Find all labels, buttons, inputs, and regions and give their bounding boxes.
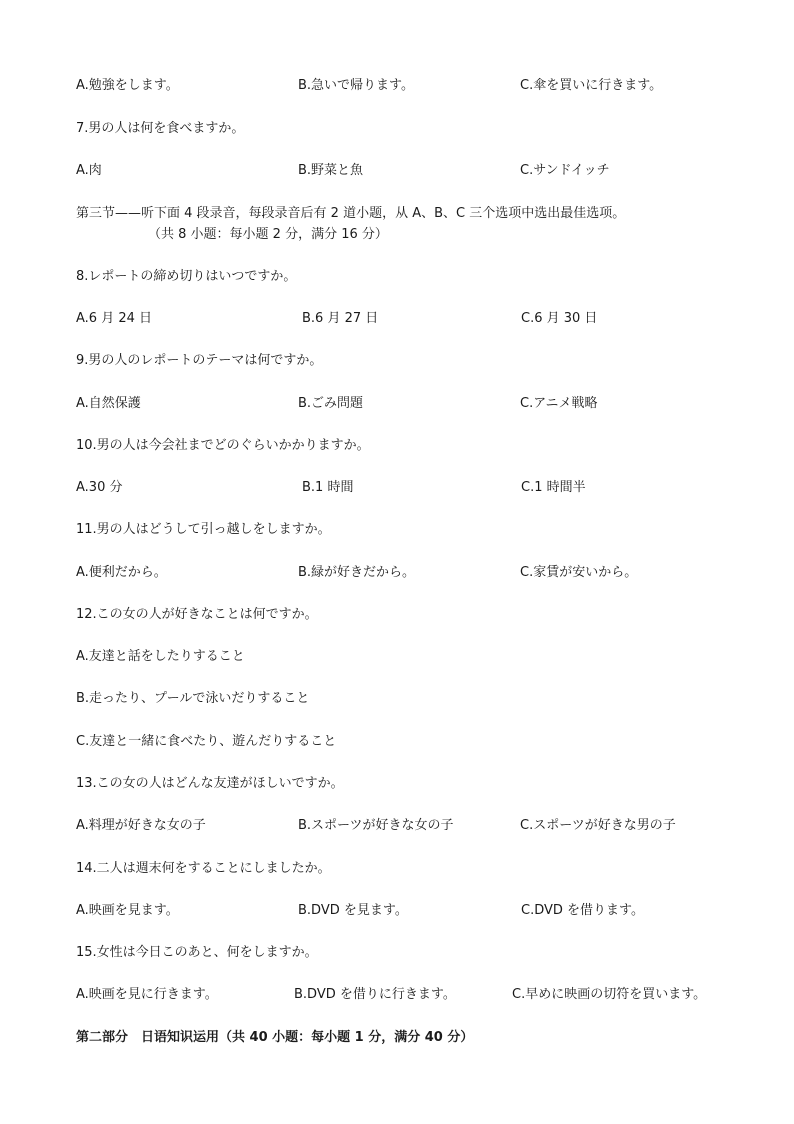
q14-option-b: B.DVD を見ます。 <box>298 903 408 918</box>
q6-option-a: A.勉強をします。 <box>76 78 179 93</box>
q11-option-b: B.緑が好きだから。 <box>298 565 416 580</box>
section3-title: 第三节——听下面 4 段录音，每段录音后有 2 道小题，从 A、B、C 三个选项中选出最佳选项。 <box>76 206 626 221</box>
q8-option-b: B.6 月 27 日 <box>302 311 379 326</box>
q6-option-b: B.急いで帰ります。 <box>298 78 415 93</box>
q12-option-a: A.友達と話をしたりすること <box>76 649 245 664</box>
q7-option-b: B.野菜と魚 <box>298 163 364 178</box>
q15-option-b: B.DVD を借りに行きます。 <box>294 987 456 1002</box>
q8-option-a: A.6 月 24 日 <box>76 311 153 326</box>
q8-question: 8.レポートの締め切りはいつですか。 <box>76 269 297 284</box>
q14-option-a: A.映画を見ます。 <box>76 903 179 918</box>
q14-option-c: C.DVD を借ります。 <box>521 903 644 918</box>
q13-option-b: B.スポーツが好きな女の子 <box>298 818 454 833</box>
q8-option-c: C.6 月 30 日 <box>521 311 598 326</box>
q9-option-a: A.自然保護 <box>76 396 141 411</box>
q15-option-a: A.映画を見に行きます。 <box>76 987 218 1002</box>
q14-question: 14.二人は週末何をすることにしましたか。 <box>76 861 331 876</box>
q10-option-c: C.1 時間半 <box>521 480 586 495</box>
q7-option-a: A.肉 <box>76 163 102 178</box>
q11-option-a: A.便利だから。 <box>76 565 167 580</box>
q11-question: 11.男の人はどうして引っ越しをしますか。 <box>76 522 331 537</box>
part2-title: 第二部分 日语知识运用（共 40 小题：每小题 1 分，满分 40 分） <box>76 1030 474 1045</box>
q9-question: 9.男の人のレポートのテーマは何ですか。 <box>76 353 323 368</box>
q10-option-b: B.1 時間 <box>302 480 354 495</box>
section3-note: （共 8 小题：每小题 2 分，满分 16 分） <box>148 227 388 242</box>
q6-option-c: C.傘を買いに行きます。 <box>520 78 663 93</box>
q9-option-b: B.ごみ問題 <box>298 396 364 411</box>
q7-option-c: C.サンドイッチ <box>520 163 610 178</box>
q12-option-b: B.走ったり、プールで泳いだりすること <box>76 691 310 706</box>
q15-option-c: C.早めに映画の切符を買います。 <box>512 987 707 1002</box>
q13-option-a: A.料理が好きな女の子 <box>76 818 206 833</box>
q9-option-c: C.アニメ戦略 <box>520 396 598 411</box>
q7-question: 7.男の人は何を食べますか。 <box>76 121 245 136</box>
q10-option-a: A.30 分 <box>76 480 123 495</box>
q10-question: 10.男の人は今会社までどのぐらいかかりますか。 <box>76 438 370 453</box>
q12-option-c: C.友達と一緒に食べたり、遊んだりすること <box>76 734 337 749</box>
q12-question: 12.この女の人が好きなことは何ですか。 <box>76 607 318 622</box>
q13-option-c: C.スポーツが好きな男の子 <box>520 818 676 833</box>
q15-question: 15.女性は今日このあと、何をしますか。 <box>76 945 318 960</box>
q13-question: 13.この女の人はどんな友達がほしいですか。 <box>76 776 344 791</box>
q11-option-c: C.家賃が安いから。 <box>520 565 638 580</box>
